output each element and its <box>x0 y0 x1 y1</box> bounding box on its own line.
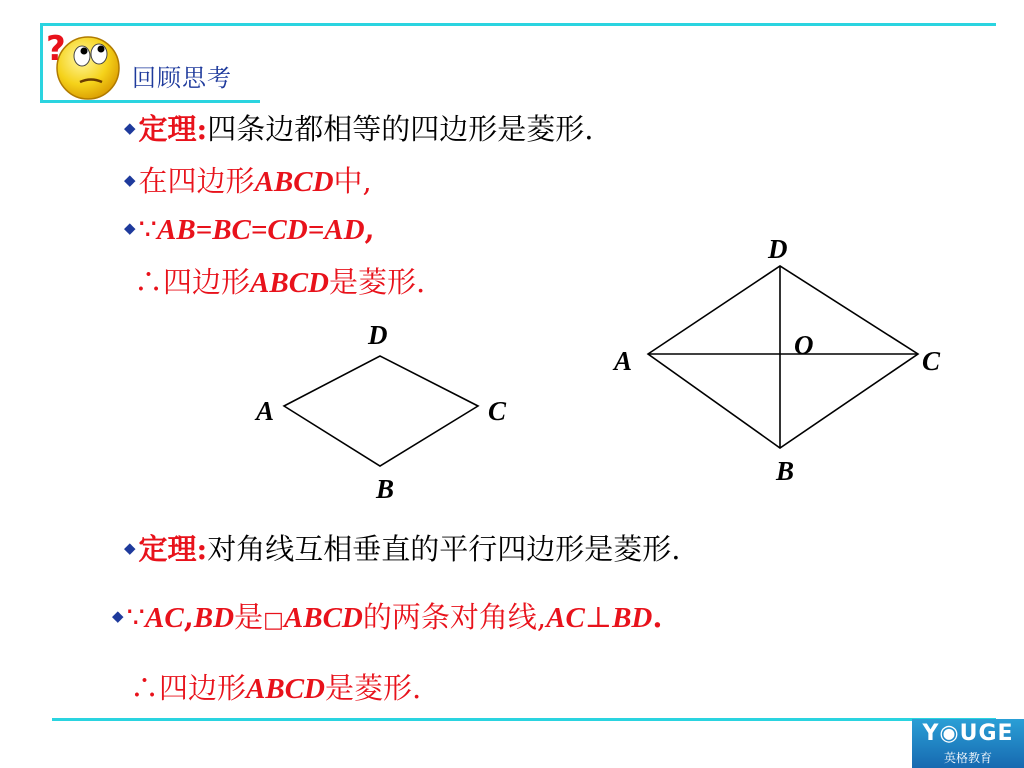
because-symbol: ∵ <box>126 600 145 634</box>
proof1-line1-prefix: 在四边形 <box>138 164 255 198</box>
proof2-line2-italic: ABCD <box>246 673 326 705</box>
proof1-line3 <box>134 264 425 301</box>
vertex-label-c: C <box>922 346 941 376</box>
left-border-line <box>40 23 43 103</box>
proof2-text-b: 的两条对角线, <box>362 600 547 634</box>
proof1-line2 <box>124 210 375 248</box>
proof2-text-a: 是 <box>234 600 264 634</box>
brand-logo <box>912 719 1024 768</box>
proof1-line2-italic: AB=BC=CD=AD <box>157 214 365 246</box>
vertex-label-b: B <box>376 474 395 504</box>
vertex-label-a: A <box>614 346 633 376</box>
theorem2-text: 对角线互相垂直的平行四边形是菱形. <box>207 532 681 566</box>
logo-text: Y◉UGE <box>922 721 1014 746</box>
proof1-line3-suffix: 是菱形. <box>329 265 426 299</box>
vertex-label-d: D <box>368 320 388 350</box>
proof2-abcd: ABCD <box>283 602 363 634</box>
bullet-icon: ◆ <box>112 607 124 625</box>
bottom-border-line <box>52 718 996 721</box>
vertex-label-d: D <box>768 234 788 264</box>
proof1-line1-italic: ABCD <box>254 166 334 198</box>
parallelogram-symbol: □ <box>263 608 284 633</box>
thinking-face-icon <box>44 26 124 102</box>
therefore-symbol: ∴ <box>134 265 164 299</box>
vertex-label-o: O <box>794 330 814 360</box>
proof2-bd: BD <box>193 602 235 634</box>
proof1-line3-prefix: 四边形 <box>163 265 251 299</box>
bullet-icon: ◆ <box>124 219 136 237</box>
theorem1-text: 四条边都相等的四边形是菱形. <box>207 112 594 146</box>
proof2-line1 <box>112 598 662 639</box>
proof2-line2-suffix: 是菱形. <box>325 671 422 705</box>
proof1-line2-suffix: , <box>364 212 375 246</box>
rhombus-outline <box>284 356 478 466</box>
logo-subtitle: 英格教育 <box>943 751 992 765</box>
because-symbol: ∵ <box>138 212 157 246</box>
top-border-line <box>40 23 996 26</box>
proof2-period: . <box>652 600 663 634</box>
rhombus-figure-2 <box>600 226 960 496</box>
proof2-bd-2: BD <box>612 602 653 634</box>
question-mark: ? <box>46 29 66 69</box>
proof2-line2 <box>130 670 421 707</box>
theorem2-label: 定理: <box>138 532 208 566</box>
vertex-label-c: C <box>488 396 507 426</box>
proof1-line1 <box>124 162 372 200</box>
rhombus-figure-1 <box>240 310 540 510</box>
proof2-line2-prefix: 四边形 <box>159 671 247 705</box>
page-title: 回顾思考 <box>132 64 232 92</box>
theorem1-line <box>124 110 594 147</box>
perpendicular-symbol: ⊥ <box>584 600 613 634</box>
theorem2-line <box>124 530 681 567</box>
bullet-icon: ◆ <box>124 119 136 137</box>
proof1-line3-italic: ABCD <box>250 267 330 299</box>
bullet-icon: ◆ <box>124 539 136 557</box>
proof2-ac-2: AC <box>546 602 585 634</box>
vertex-label-b: B <box>776 456 795 486</box>
theorem1-label: 定理: <box>138 112 208 146</box>
rhombus-outline <box>648 266 918 448</box>
vertex-label-a: A <box>256 396 275 426</box>
bullet-icon: ◆ <box>124 171 136 189</box>
therefore-symbol: ∴ <box>130 671 160 705</box>
proof2-comma: , <box>183 600 194 634</box>
proof2-ac: AC <box>145 602 184 634</box>
proof1-line1-suffix: 中, <box>333 164 372 198</box>
